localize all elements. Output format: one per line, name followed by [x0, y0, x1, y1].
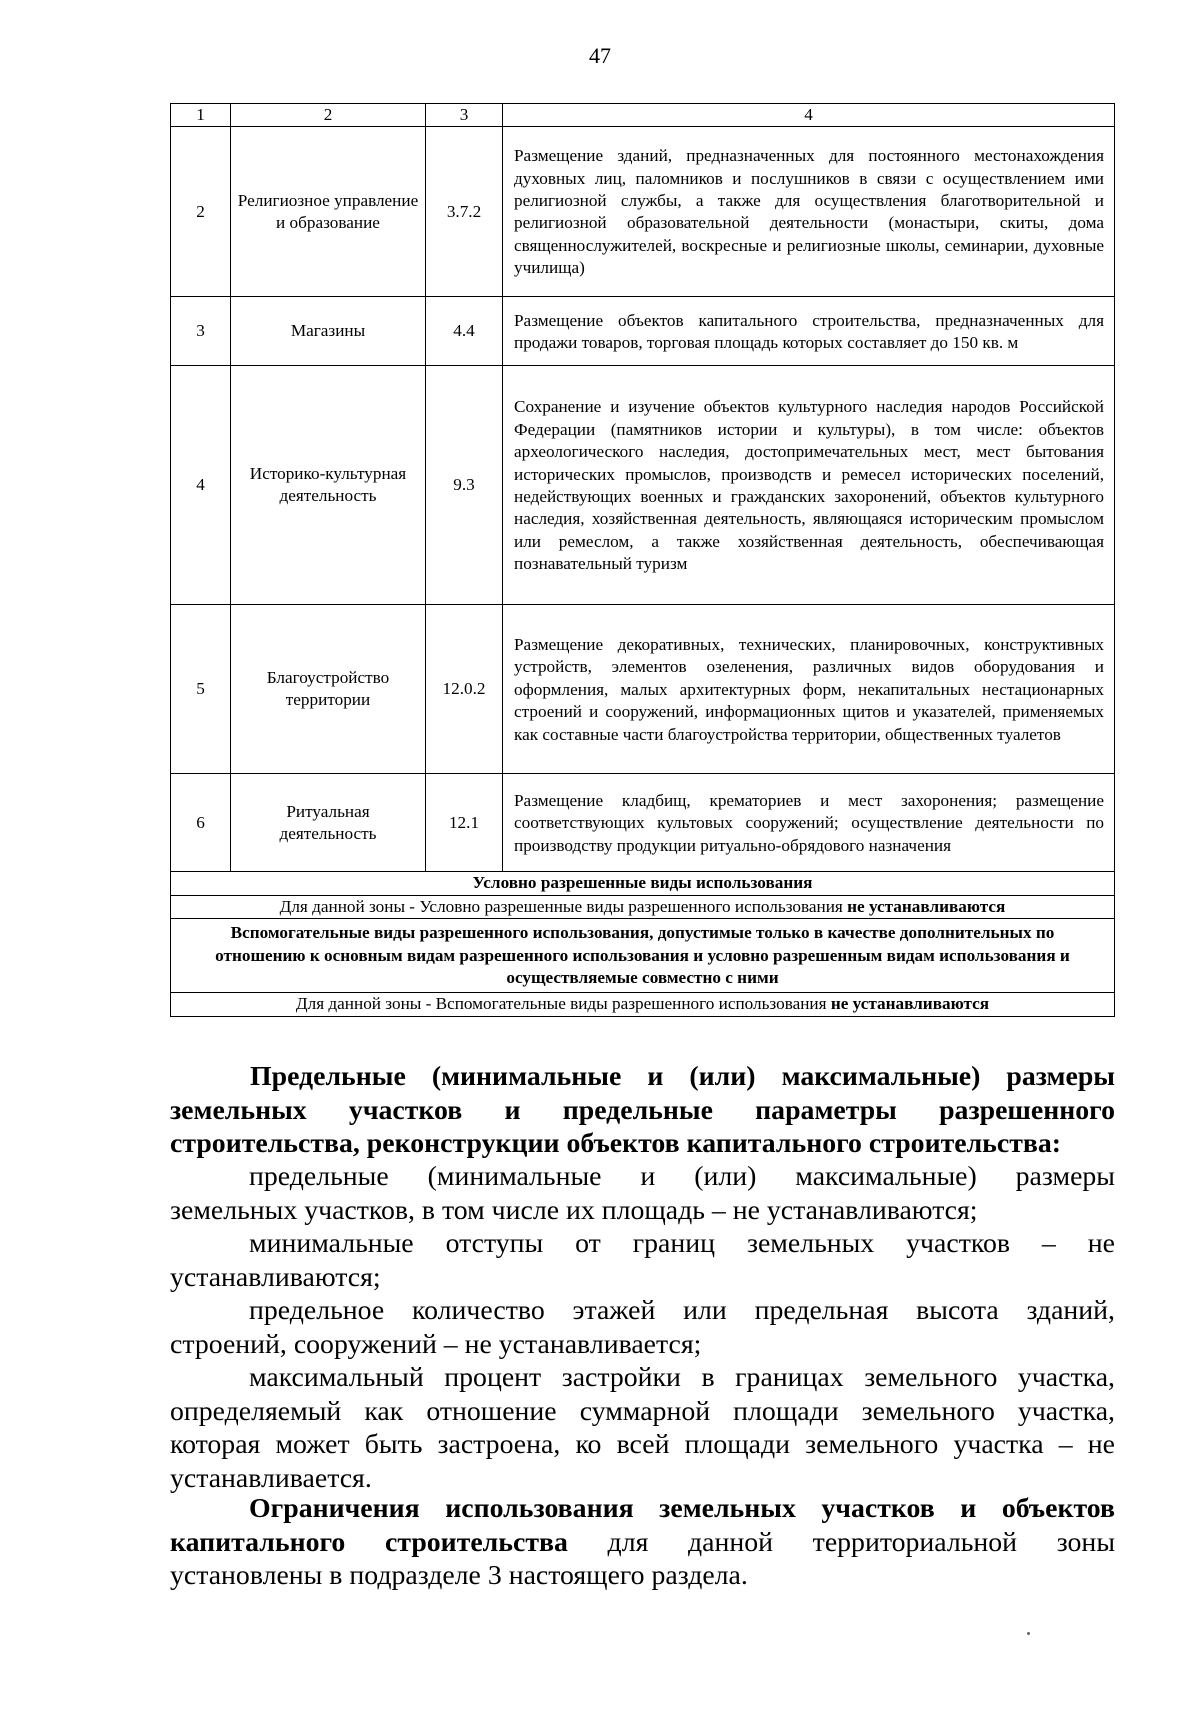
auxiliary-heading: Вспомогательные виды разрешенного использования, допустимые только в качестве дополнительных по отношению к основным видам разрешенного использования и условно разрешенным видам использования и осуществляемые совместно с ними [171, 919, 1115, 993]
limits-heading [170, 1060, 1115, 1161]
limits-heading-line: Предельные (минимальные и (или) максимальные) размеры [250, 1061, 1115, 1092]
row-number: 3 [171, 297, 231, 366]
use-code: 12.0.2 [426, 605, 503, 774]
row-number: 6 [171, 774, 231, 872]
row-number: 2 [171, 127, 231, 297]
bold-text: капитального строительства [170, 1526, 568, 1558]
paragraph-line: устанавливаются; [170, 1261, 381, 1293]
conditional-heading-row [171, 872, 1115, 895]
paragraph-line: земельных участков, в том числе их площадь – не устанавливаются; [170, 1194, 978, 1226]
use-code: 3.7.2 [426, 127, 503, 297]
use-description: Размещение кладбищ, крематориев и мест захоронения; размещение соответствующих культовых сооружений; осуществление деятельности по производству продукции ритуально-обрядового назначения [503, 774, 1115, 872]
use-name: Историко-культурная деятельность [231, 366, 426, 605]
page-number: 47 [589, 43, 611, 68]
paragraph-line: предельные (минимальные и (или) максимальные) размеры [249, 1161, 1115, 1192]
use-description: Размещение декоративных, технических, планировочных, конструктивных устройств, элементов озеленения, различных видов оборудования и оформления, малых архитектурных форм, некапитальных нестационарных строений и сооружений, информационных щитов и указателей, применяемых как составные части благоустройства территории, общественных туалетов [503, 605, 1115, 774]
conditional-note-bold: не устанавливаются [847, 896, 1006, 916]
paragraph-line: которая может быть застроена, ко всей площади земельного участка – не [170, 1429, 1115, 1460]
auxiliary-note-bold: не устанавливаются [830, 994, 990, 1014]
limits-heading-line: строительства, реконструкции объектов капитального строительства: [170, 1128, 1062, 1159]
paragraph-line [170, 1526, 1115, 1560]
table-row [171, 127, 1115, 297]
regular-text: для данной территориальной зоны [567, 1526, 1115, 1558]
paragraph-line: определяемый как отношение суммарной площади земельного участка, [170, 1395, 1115, 1427]
conditional-note-text: Для данной зоны - Условно разрешенные виды разрешенного использования [279, 896, 848, 916]
use-name: Магазины [231, 297, 426, 366]
conditional-heading: Условно разрешенные виды использования [171, 872, 1115, 895]
use-code: 4.4 [426, 297, 503, 366]
use-name: Религиозное управление и образование [231, 127, 426, 297]
limits-parameters [170, 1160, 1115, 1495]
use-name: Благоустройство территории [231, 605, 426, 774]
use-code: 9.3 [426, 366, 503, 605]
conditional-note-row [171, 895, 1115, 918]
paragraph-line: строений, сооружений – не устанавливается; [170, 1328, 702, 1360]
paragraph-line: установлены в подразделе 3 настоящего раздела. [170, 1560, 748, 1591]
row-number: 4 [171, 366, 231, 605]
paragraph-line: Ограничения использования земельных участков и объектов [249, 1493, 1115, 1524]
table-header-row [171, 104, 1115, 127]
auxiliary-heading-row [171, 919, 1115, 993]
table-row [171, 774, 1115, 872]
header-cell: 2 [231, 104, 426, 127]
auxiliary-note [171, 993, 1115, 1016]
use-description: Размещение зданий, предназначенных для постоянного местонахождения духовных лиц, паломников и послушников в связи с осуществлением ими религиозной службы, а также для осуществления благотворительной и религиозной образовательной деятельности (монастыри, скиты, дома священнослужителей, воскресные и религиозные школы, семинарии, духовные училища) [503, 127, 1115, 297]
paragraph-line: максимальный процент застройки в границах земельного участка, [249, 1362, 1115, 1393]
row-number: 5 [171, 605, 231, 774]
table-row [171, 297, 1115, 366]
table-row [171, 366, 1115, 605]
header-cell: 1 [171, 104, 231, 127]
use-name: Ритуальная деятельность [231, 774, 426, 872]
auxiliary-note-row [171, 993, 1115, 1016]
auxiliary-note-text: Для данной зоны - Вспомогательные виды разрешенного использования [295, 994, 831, 1014]
paragraph-line: предельное количество этажей или предельная высота зданий, [249, 1295, 1115, 1326]
header-cell: 4 [503, 104, 1115, 127]
limits-heading-line: земельных участков и предельные параметры разрешенного [170, 1094, 1115, 1126]
paragraph-line: устанавливается. [170, 1462, 372, 1494]
restrictions-paragraph [170, 1492, 1115, 1593]
use-description: Сохранение и изучение объектов культурного наследия народов Российской Федерации (памятников истории и культуры), в том числе: объектов археологического наследия, достопримечательных мест, мест бытования исторических промыслов, производств и ремесел исторических поселений, недействующих военных и гражданских захоронений, объектов культурного наследия, хозяйственная деятельность, являющаяся историческим промыслом или ремеслом, а также хозяйственная деятельность, обеспечивающая познавательный туризм [503, 366, 1115, 605]
scan-speck [1027, 1632, 1030, 1635]
paragraph-line: минимальные отступы от границ земельных участков – не [249, 1228, 1115, 1259]
use-code: 12.1 [426, 774, 503, 872]
table-row [171, 605, 1115, 774]
land-use-table [170, 103, 1115, 1017]
header-cell: 3 [426, 104, 503, 127]
use-description: Размещение объектов капитального строительства, предназначенных для продажи товаров, торговая площадь которых составляет до 150 кв. м [503, 297, 1115, 366]
conditional-note [171, 895, 1115, 918]
